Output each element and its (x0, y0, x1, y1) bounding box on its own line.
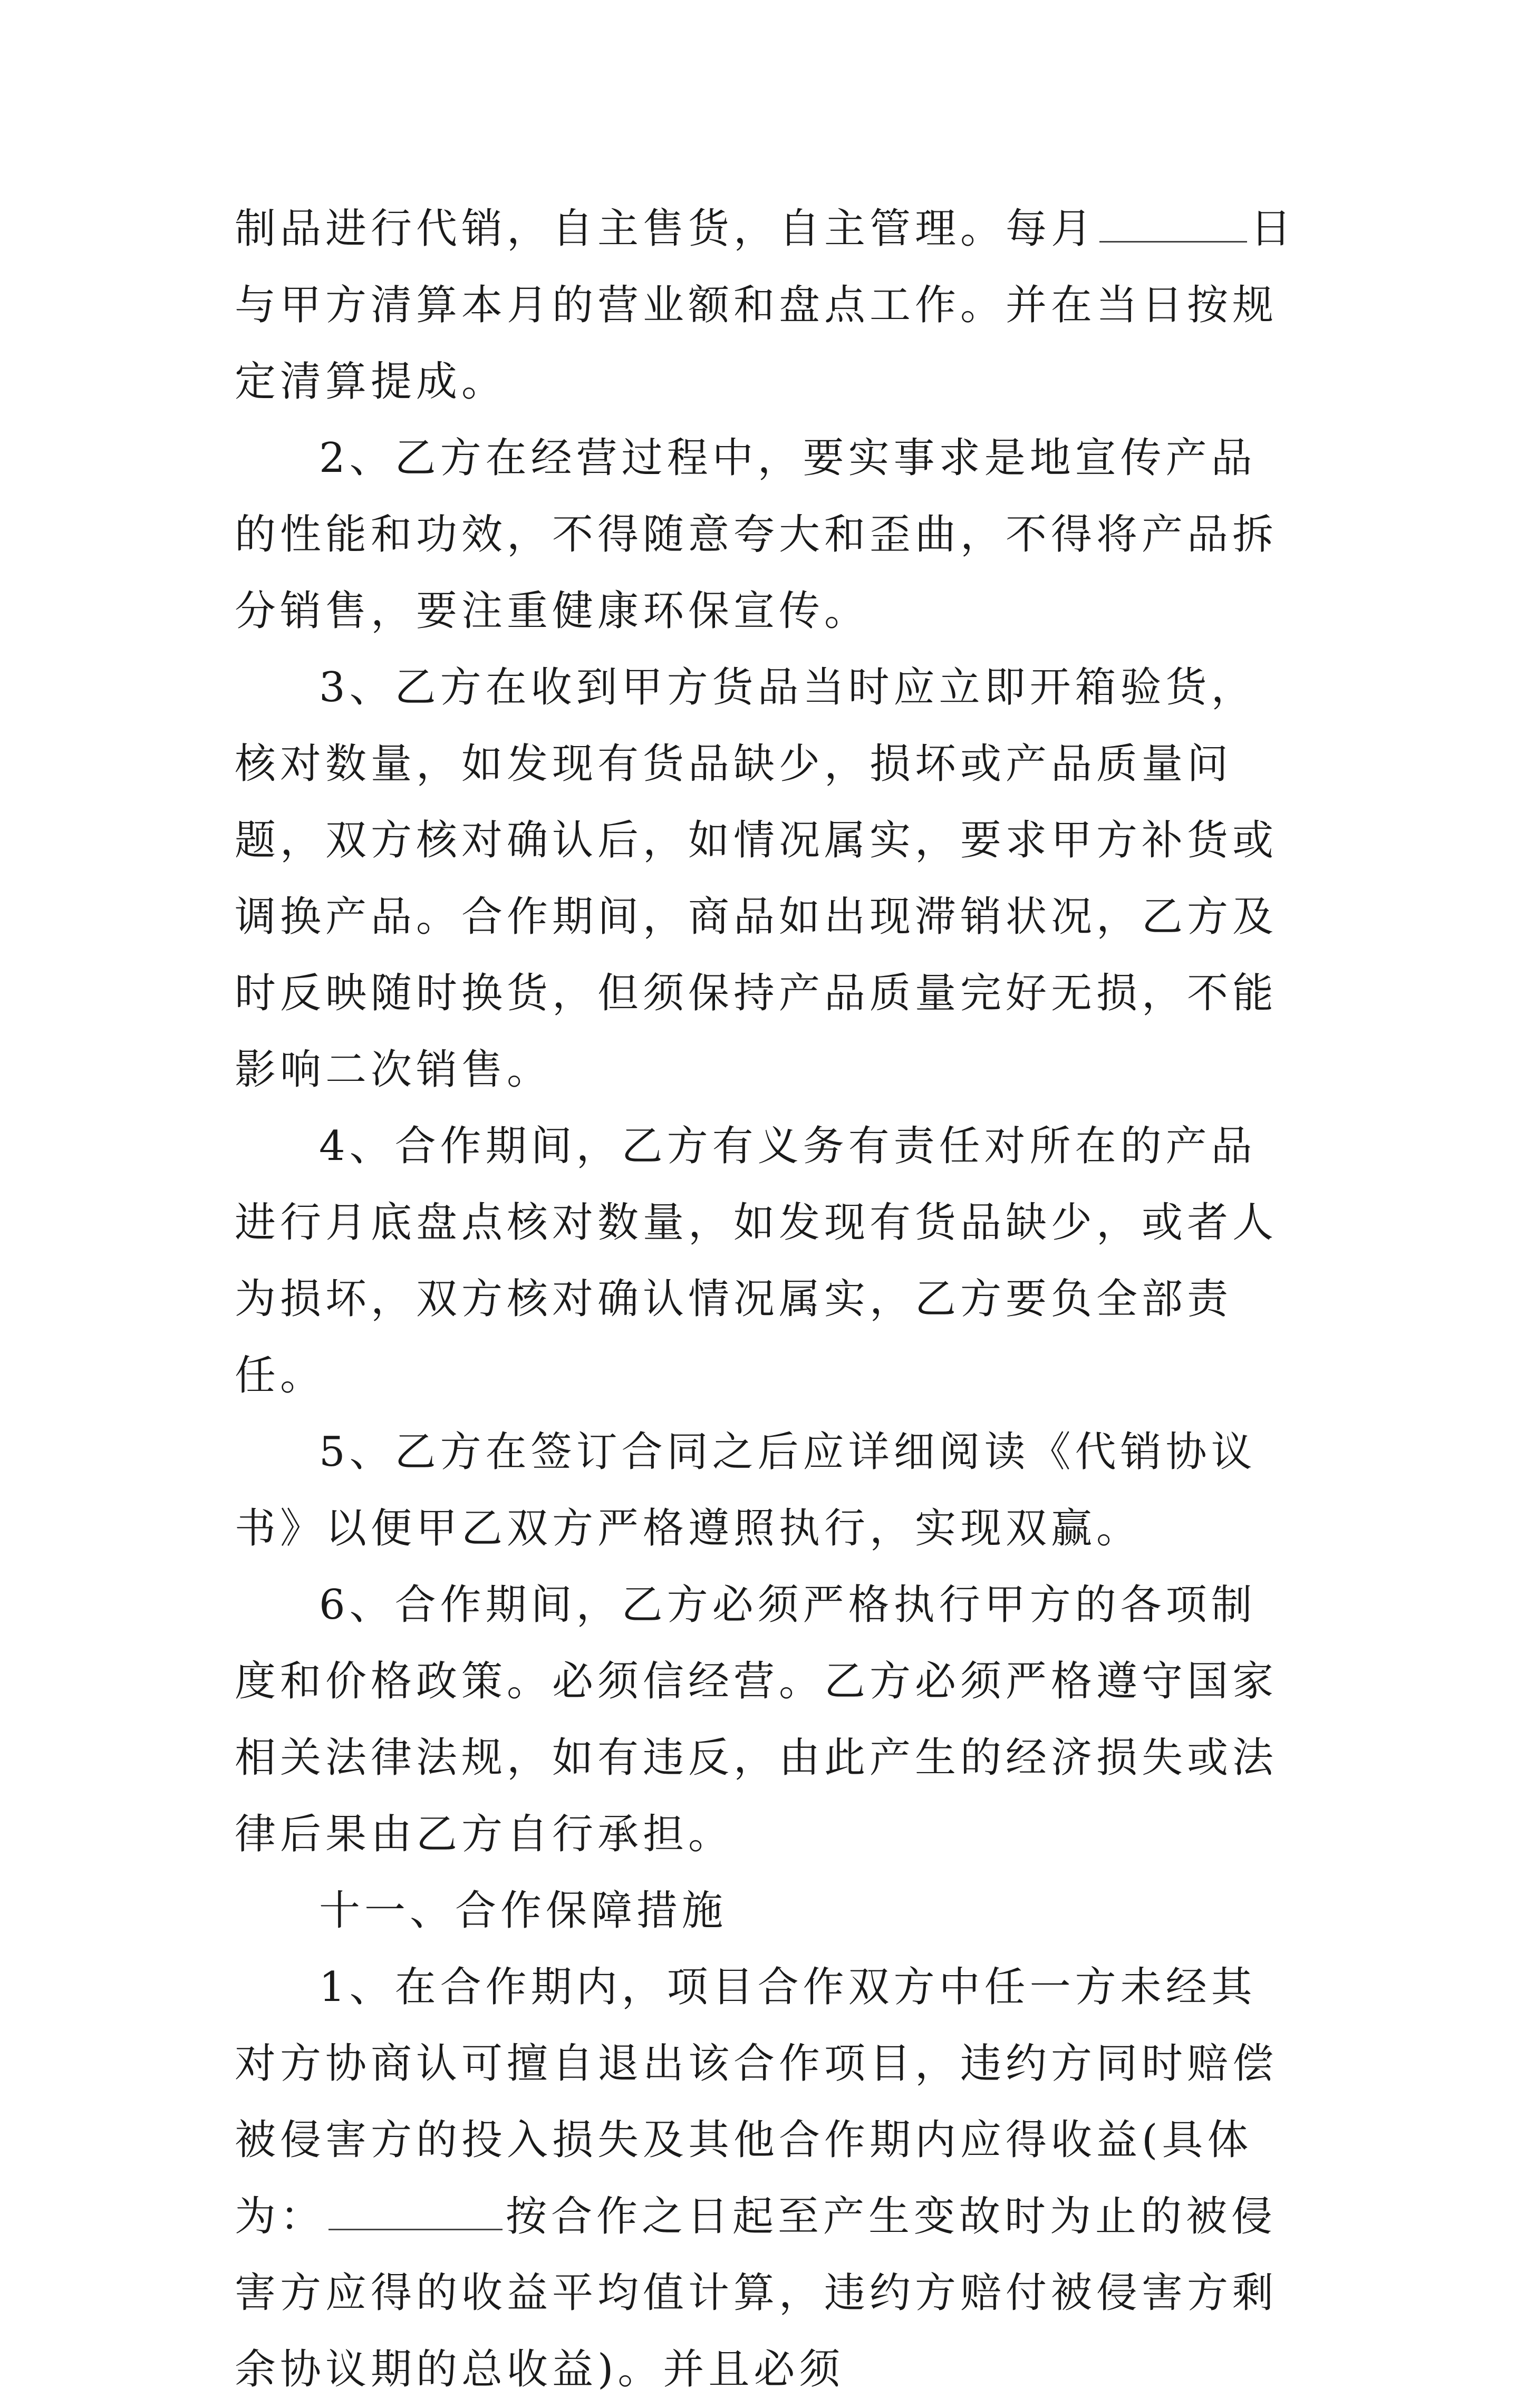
paragraph-text: 按合作之日起至产生变故时为止的被侵害方应得的收益平均值计算，违约方赔付被侵害方剩余协议期的总收益)。并且必须 (235, 2193, 1278, 2393)
paragraph-text: 1、在合作期内，项目合作双方中任一方未经其对方协商认可擅自退出该合作项目，违约方同时赔偿被侵害方的投入损失及其他合作期内应得收益(具体为： (235, 1964, 1278, 2240)
paragraph-text: 制品进行代销，自主售货，自主管理。每月 (235, 205, 1097, 253)
paragraph-item-3 (235, 650, 1300, 1108)
fill-in-blank-day[interactable] (1099, 240, 1247, 243)
paragraph-item-2 (235, 420, 1300, 650)
section-heading-11 (235, 1873, 1300, 1949)
paragraph-item-5 (235, 1414, 1300, 1567)
fill-in-blank-details[interactable] (329, 2228, 503, 2230)
paragraph-item-11-1 (235, 1949, 1300, 2408)
paragraph-text: 3、乙方在收到甲方货品当时应立即开箱验货，核对数量，如发现有货品缺少，损坏或产品质量问题，双方核对确认后，如情况属实，要求甲方补货或调换产品。合作期间，商品如出现滞销状况，乙方及时反映随时换货，但须保持产品质量完好无损，不能影响二次销售。 (235, 664, 1278, 1094)
paragraph-text: 5、乙方在签订合同之后应详细阅读《代销协议书》以便甲乙双方严格遵照执行，实现双赢。 (235, 1428, 1257, 1552)
paragraph-item-6 (235, 1567, 1300, 1873)
paragraph-text: 2、乙方在经营过程中，要实事求是地宣传产品的性能和功效，不得随意夸大和歪曲，不得将产品拆分销售，要注重健康环保宣传。 (235, 434, 1278, 635)
paragraph-item-4 (235, 1108, 1300, 1414)
paragraph-continuation (235, 191, 1300, 420)
paragraph-text: 日与甲方清算本月的营业额和盘点工作。并在当日按规定清算提成。 (235, 205, 1296, 405)
section-heading-text: 十一、合作保障措施 (319, 1887, 728, 1935)
paragraph-text: 4、合作期间，乙方有义务有责任对所在的产品进行月底盘点核对数量，如发现有货品缺少，或者人为损坏，双方核对确认情况属实，乙方要负全部责任。 (235, 1123, 1278, 1399)
paragraph-text: 6、合作期间，乙方必须严格执行甲方的各项制度和价格政策。必须信经营。乙方必须严格遵守国家相关法律法规，如有违反，由此产生的经济损失或法律后果由乙方自行承担。 (235, 1581, 1278, 1858)
document-body (235, 191, 1300, 2408)
